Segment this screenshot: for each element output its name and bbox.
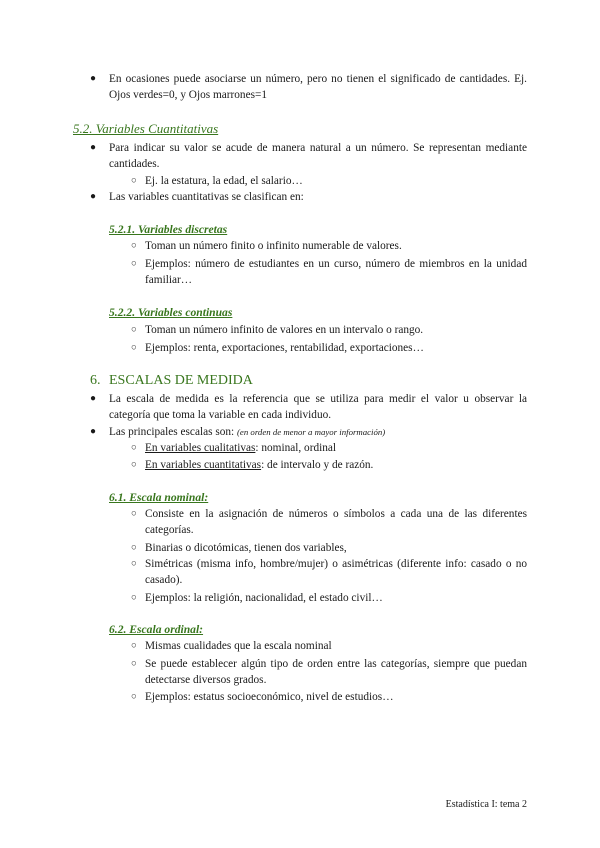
section-6-bullet-2 bbox=[109, 424, 385, 440]
section-5-2-1-item-2: Ejemplos: número de estudiantes en un curso, número de miembros en la unidad familiar… bbox=[145, 258, 527, 287]
circle-bullet-icon: ○ bbox=[131, 659, 137, 669]
section-6-bullet-2-main: Las principales escalas son: bbox=[109, 426, 237, 438]
section-6-heading: ESCALAS DE MEDIDA bbox=[109, 373, 253, 388]
section-6-bullet-2-note: (en orden de menor a mayor información) bbox=[237, 427, 386, 437]
bullet-icon: ● bbox=[90, 191, 97, 202]
section-6-1-item-2: Binarias o dicotómicas, tienen dos variables, bbox=[145, 542, 347, 554]
bullet-icon: ● bbox=[90, 426, 97, 437]
section-6-2-item-1: Mismas cualidades que la escala nominal bbox=[145, 640, 332, 652]
circle-bullet-icon: ○ bbox=[131, 641, 137, 651]
section-6-sub-2-label: En variables cuantitativas bbox=[145, 459, 262, 471]
section-6-sub-2 bbox=[145, 457, 373, 473]
bullet-icon: ● bbox=[90, 142, 97, 153]
section-6-1-item-4: Ejemplos: la religión, nacionalidad, el estado civil… bbox=[145, 592, 383, 604]
circle-bullet-icon: ○ bbox=[131, 176, 137, 186]
section-5-2-1-heading: 5.2.1. Variables discretas bbox=[109, 223, 228, 236]
circle-bullet-icon: ○ bbox=[131, 543, 137, 553]
circle-bullet-icon: ○ bbox=[131, 692, 137, 702]
section-6-2-heading: 6.2. Escala ordinal: bbox=[109, 623, 204, 636]
section-5-2-sub-1: Ej. la estatura, la edad, el salario… bbox=[145, 175, 303, 187]
circle-bullet-icon: ○ bbox=[131, 460, 137, 470]
circle-bullet-icon: ○ bbox=[131, 559, 137, 569]
section-5-2-2-heading: 5.2.2. Variables continuas bbox=[109, 306, 233, 319]
circle-bullet-icon: ○ bbox=[131, 241, 137, 251]
section-6-sub-1-label: En variables cualitativas bbox=[145, 442, 256, 454]
section-5-2-2-item-1: Toman un número infinito de valores en un intervalo o rango. bbox=[145, 324, 424, 336]
circle-bullet-icon: ○ bbox=[131, 593, 137, 603]
section-5-2-2-item-2: Ejemplos: renta, exportaciones, rentabilidad, exportaciones… bbox=[145, 342, 424, 354]
section-6-1-item-1: Consiste en la asignación de números o símbolos a cada una de las diferentes categorías. bbox=[145, 508, 527, 537]
circle-bullet-icon: ○ bbox=[131, 325, 137, 335]
section-6-sub-1 bbox=[145, 440, 336, 456]
section-6-number: 6. bbox=[90, 373, 101, 388]
section-6-1-heading: 6.1. Escala nominal: bbox=[109, 491, 209, 504]
circle-bullet-icon: ○ bbox=[131, 443, 137, 453]
circle-bullet-icon: ○ bbox=[131, 259, 137, 269]
section-6-2-item-3: Ejemplos: estatus socioeconómico, nivel de estudios… bbox=[145, 691, 394, 703]
bullet-icon: ● bbox=[90, 393, 97, 404]
section-6-2-item-2: Se puede establecer algún tipo de orden entre las categorías, siempre que puedan detectarse diversos grados. bbox=[145, 658, 527, 687]
section-6-sub-2-rest: : de intervalo y de razón. bbox=[261, 459, 374, 471]
section-5-2-bullet-2: Las variables cuantitativas se clasifican en: bbox=[109, 191, 304, 203]
circle-bullet-icon: ○ bbox=[131, 509, 137, 519]
section-6-bullet-1: La escala de medida es la referencia que se utiliza para medir el valor u observar la categoría que toma la variable en cada individuo. bbox=[109, 393, 527, 422]
intro-bullet-text: En ocasiones puede asociarse un número, pero no tienen el significado de cantidades. Ej. Ojos verdes=0, y Ojos marrones=1 bbox=[109, 73, 527, 102]
circle-bullet-icon: ○ bbox=[131, 343, 137, 353]
section-6-1-item-3: Simétricas (misma info, hombre/mujer) o asimétricas (diferente info: casado o no casado). bbox=[145, 558, 527, 587]
section-5-2-bullet-1: Para indicar su valor se acude de manera natural a un número. Se representan mediante cantidades. bbox=[109, 142, 527, 171]
section-5-2-heading: 5.2. Variables Cuantitativas bbox=[73, 121, 219, 136]
section-5-2-1-item-1: Toman un número finito o infinito numerable de valores. bbox=[145, 240, 402, 252]
bullet-icon: ● bbox=[90, 73, 97, 84]
section-6-sub-1-rest: : nominal, ordinal bbox=[255, 442, 337, 454]
page-footer: Estadística I: tema 2 bbox=[445, 799, 527, 810]
